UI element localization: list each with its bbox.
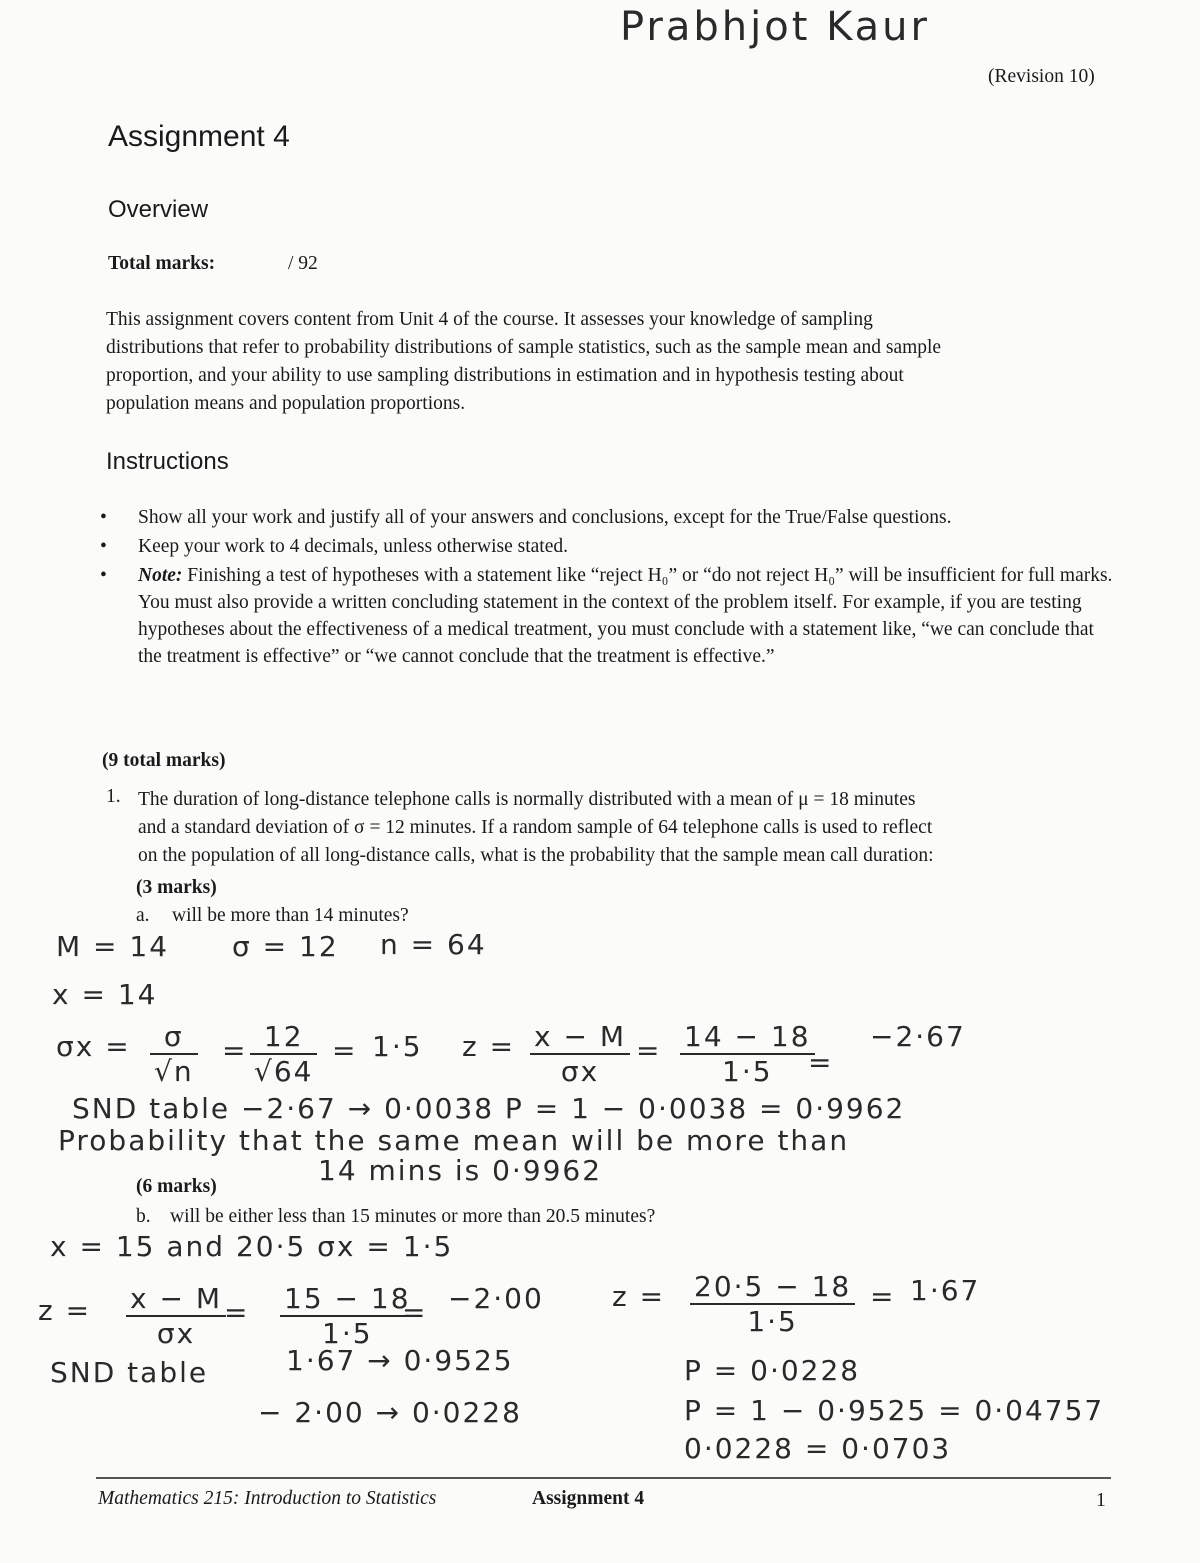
hw-b-eq: = [402, 1296, 428, 1329]
overview-line: proportion, and your ability to use sampling distributions in estimation and in hypothesis testing about [106, 365, 904, 386]
hw-b-frac-20-5-minus-18 [690, 1270, 855, 1338]
hw-b-p-line: P = 0·0228 [684, 1354, 861, 1387]
hw-b-snd-label: SND table [50, 1356, 209, 1389]
total-marks-value: / 92 [288, 253, 318, 274]
frac-numerator: 14 − 18 [680, 1020, 815, 1055]
hw-b-p-line: P = 1 − 0·9525 = 0·04757 [684, 1394, 1105, 1427]
hw-a-n: n = 64 [380, 928, 487, 961]
instructions-list [100, 504, 1113, 672]
bullet-icon: • [100, 507, 107, 528]
frac-denominator: 1·5 [747, 1305, 798, 1338]
hw-b-given: x = 15 and 20·5 σx = 1·5 [50, 1230, 454, 1263]
overview-line: population means and population proportions. [106, 393, 466, 414]
footer-divider [96, 1477, 1111, 1479]
hw-a-eq: = [222, 1034, 248, 1067]
note-label: Note: [138, 565, 183, 586]
q1-total-marks: (9 total marks) [102, 750, 226, 771]
frac-numerator: x − M [126, 1282, 226, 1317]
q1b-marks: (6 marks) [136, 1176, 217, 1197]
hw-b-p-line: 0·0228 = 0·0703 [684, 1432, 952, 1465]
hw-a-sigma: σ = 12 [232, 930, 339, 963]
bullet-icon: • [100, 536, 107, 557]
hw-a-frac-12-over-root-64 [250, 1020, 317, 1088]
q1-line: and a standard deviation of σ = 12 minutes. If a random sample of 64 telephone calls is used to reflect [138, 817, 933, 838]
q1b-text: will be either less than 15 minutes or more than 20.5 minutes? [170, 1206, 656, 1227]
instructions-heading: Instructions [106, 448, 229, 475]
overview-line: This assignment covers content from Unit 4 of the course. It assesses your knowledge of sampling [106, 309, 873, 330]
hw-a-conclusion-line: 14 mins is 0·9962 [318, 1154, 603, 1187]
overview-heading: Overview [108, 196, 209, 223]
hw-b-frac-15-minus-18 [280, 1282, 415, 1350]
q1-number: 1. [106, 786, 121, 807]
q1a-label: a. [136, 905, 150, 926]
frac-denominator: √n [154, 1055, 194, 1088]
list-item [100, 562, 1113, 670]
hw-b-z-lead: z = [38, 1294, 92, 1327]
hw-b-eq: = [870, 1280, 896, 1313]
note-text: Finishing a test of hypotheses with a statement like “reject H₀” or “do not reject H₀” will be insufficient for full marks. You must also provide a written concluding statement in the context of the problem itself. For example, if you are testing hypotheses about the effectiveness of a medical treatment, you must conclude with a statement like, “we can conclude that the treatment is effective” or “we cannot conclude that the treatment is effective.” [138, 565, 1113, 667]
instruction-text: Keep your work to 4 decimals, unless otherwise stated. [138, 536, 568, 557]
frac-numerator: 20·5 − 18 [690, 1270, 855, 1305]
student-name-handwritten: Prabhjot Kaur [620, 4, 930, 50]
total-marks-label: Total marks: [108, 253, 216, 274]
q1a-text: will be more than 14 minutes? [172, 905, 409, 926]
hw-a-snd-line: SND table −2·67 → 0·0038 P = 1 − 0·0038 = 0·9962 [72, 1092, 906, 1125]
frac-numerator: σ [150, 1020, 198, 1055]
bullet-icon: • [100, 565, 107, 586]
frac-numerator: 15 − 18 [280, 1282, 415, 1317]
q1a-marks: (3 marks) [136, 877, 217, 898]
q1-line: on the population of all long-distance calls, what is the probability that the sample mean call duration: [138, 845, 934, 866]
frac-denominator: 1·5 [722, 1055, 773, 1088]
frac-numerator: x − M [530, 1020, 630, 1055]
hw-a-eq: = [808, 1046, 834, 1079]
revision-label: (Revision 10) [988, 66, 1095, 87]
hw-a-sigmax-lead: σx = [56, 1030, 131, 1063]
frac-numerator: 12 [250, 1020, 317, 1055]
hw-a-frac-x-minus-mu [530, 1020, 630, 1088]
hw-a-z-value: −2·67 [870, 1020, 966, 1053]
hw-b-eq: = [224, 1296, 250, 1329]
instruction-text: Show all your work and justify all of your answers and conclusions, except for the True/False questions. [138, 507, 952, 528]
q1-line: The duration of long-distance telephone calls is normally distributed with a mean of μ = 18 minutes [138, 789, 916, 810]
hw-b-snd-line: 1·67 → 0·9525 [286, 1344, 514, 1377]
hw-b-z-value-2: 1·67 [910, 1274, 981, 1307]
page-title: Assignment 4 [108, 120, 290, 153]
frac-denominator: σx [156, 1317, 196, 1350]
q1-text [138, 786, 1118, 870]
footer-page-number: 1 [1096, 1490, 1106, 1511]
hw-a-z-lead: z = [462, 1030, 516, 1063]
frac-denominator: 1·5 [322, 1317, 373, 1350]
hw-a-mu: M = 14 [56, 930, 170, 963]
list-item [100, 504, 1038, 531]
hw-a-val-1-5: 1·5 [372, 1030, 423, 1063]
hw-a-frac-sigma-over-root-n [150, 1020, 198, 1088]
list-item [100, 533, 1100, 560]
q1b-label: b. [136, 1206, 151, 1227]
hw-b-z2-lead: z = [612, 1280, 666, 1313]
hw-a-eq: = [636, 1034, 662, 1067]
hw-a-frac-14-minus-18 [680, 1020, 815, 1088]
footer-assignment: Assignment 4 [532, 1488, 645, 1509]
hw-a-eq: = [332, 1034, 358, 1067]
overview-paragraph [106, 306, 1116, 418]
hw-a-x: x = 14 [52, 978, 158, 1011]
frac-denominator: σx [560, 1055, 600, 1088]
hw-a-conclusion-line: Probability that the same mean will be more than [58, 1124, 850, 1157]
hw-b-snd-line: − 2·00 → 0·0228 [258, 1396, 522, 1429]
overview-line: distributions that refer to probability distributions of sample statistics, such as the sample mean and sample [106, 337, 942, 358]
hw-b-z-value-1: −2·00 [448, 1282, 544, 1315]
hw-b-frac-x-minus-mu [126, 1282, 226, 1350]
frac-denominator: √64 [254, 1055, 314, 1088]
footer-course: Mathematics 215: Introduction to Statistics [98, 1488, 437, 1509]
